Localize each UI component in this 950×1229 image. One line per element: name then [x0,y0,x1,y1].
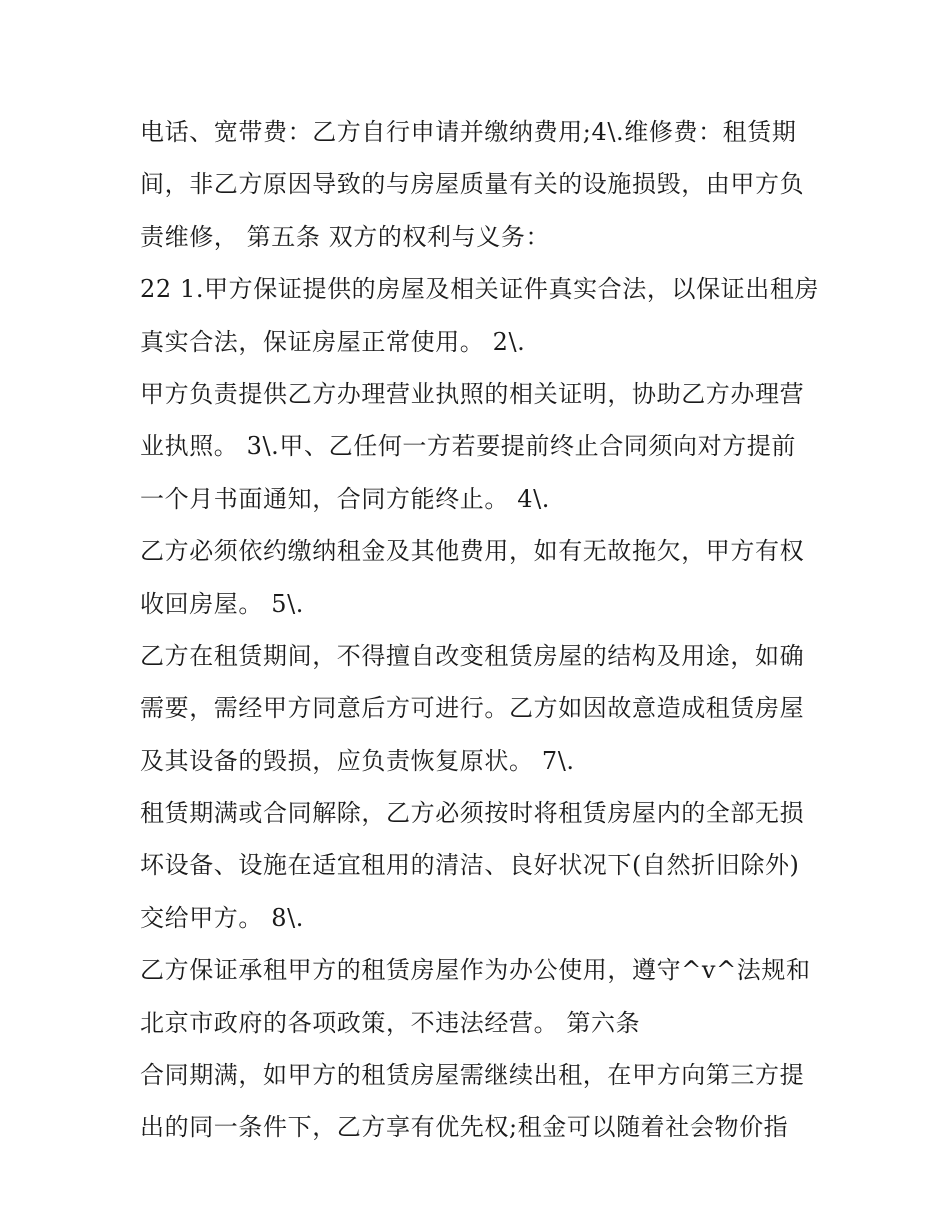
document-body [140,106,830,1154]
text-line: 乙方必须依约缴纳租金及其他费用，如有无故拖欠，甲方有权 [140,537,805,566]
text-line: 合同期满，如甲方的租赁房屋需继续出租，在甲方向第三方提 [140,1061,805,1090]
text-line: 收回房屋。 5\. [140,589,305,618]
text-line: 业执照。 3\.甲、乙任何一方若要提前终止合同须向对方提前 [140,432,797,461]
text-line: 甲方负责提供乙方办理营业执照的相关证明，协助乙方办理营 [140,379,805,408]
text-line: 租赁期满或合同解除，乙方必须按时将租赁房屋内的全部无损 [140,799,805,828]
text-line: 乙方保证承租甲方的租赁房屋作为办公使用，遵守^v^法规和 [140,956,811,985]
text-line: 一个月书面通知，合同方能终止。 4\. [140,484,551,513]
text-line: 需要，需经甲方同意后方可进行。乙方如因故意造成租赁房屋 [140,694,805,723]
text-line: 出的同一条件下，乙方享有优先权;租金可以随着社会物价指 [140,1113,789,1142]
text-line: 责维修， 第五条 双方的权利与义务： [140,222,551,251]
text-line: 间，非乙方原因导致的与房屋质量有关的设施损毁，由甲方负 [140,170,805,199]
text-line: 交给甲方。 8\. [140,903,305,932]
text-line: 真实合法，保证房屋正常使用。 2\. [140,327,526,356]
text-line: 电话、宽带费：乙方自行申请并缴纳费用;4\.维修费：租赁期 [140,118,797,146]
text-line: 坏设备、设施在适宜租用的清洁、良好状况下(自然折旧除外) [140,851,800,880]
text-line: 及其设备的毁损，应负责恢复原状。 7\. [140,746,575,775]
text-line: 北京市政府的各项政策，不违法经营。 第六条 [140,1008,641,1037]
text-line: 22 1.甲方保证提供的房屋及相关证件真实合法，以保证出租房 [140,275,820,304]
text-line: 乙方在租赁期间，不得擅自改变租赁房屋的结构及用途，如确 [140,641,805,670]
